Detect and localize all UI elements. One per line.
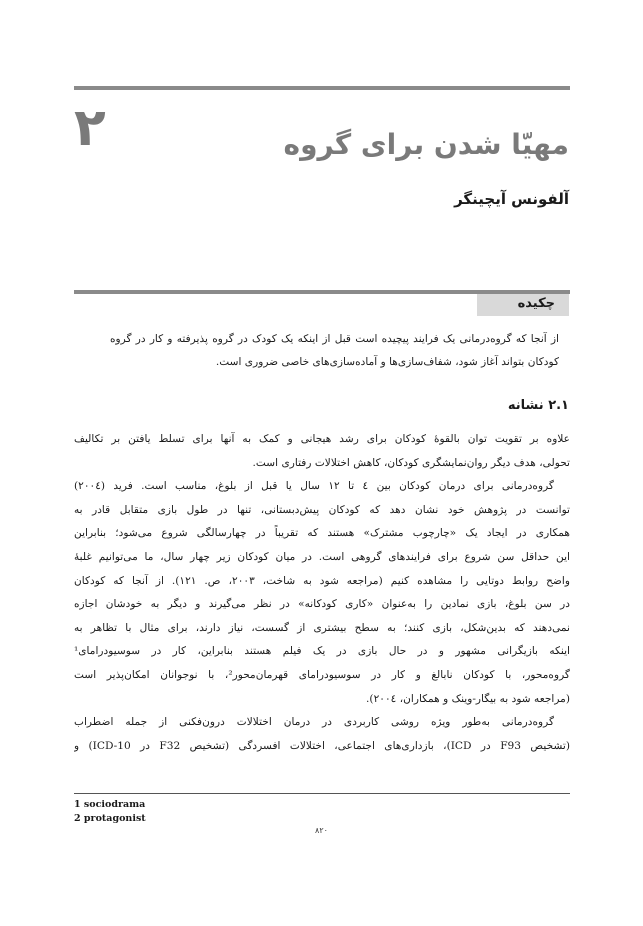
body-line: اینکه بازیگرانی مشهور و در حال بازی در یک فیلم هستند بنابراین، کار در سوسیودرامای¹ [74,645,570,658]
body-line: گروه‌محور، با کودکان نابالغ و کار در سوسیودرامای قهرمان‌محور²، با نوجوانان امکان‌پذیر است [74,668,570,681]
body-line: نمی‌دهند که بدین‌شکل، بازی کنند؛ به سطح بیشتری از گسست، نیاز دارند، برای مثال با تظاهر به [74,621,570,634]
chapter-author: آلفونس آیچینگر [454,190,569,208]
footnote-2: 2 protagonist [74,813,146,824]
section-title: ۲.۱ نشانه [507,398,569,413]
body-line: (تشخیص F93 در ICD)، بازداری‌های اجتماعی، اختلالات افسردگی (تشخیص F32 در ICD-10) و [74,739,570,752]
body-line: در سن بلوغ، بازی نمادین را به‌عنوان «کاری کودکانه» در نظر می‌گیرند و دیگر به خودشان اجازه [74,598,570,611]
footnote-rule [74,793,570,794]
body-line: این حداقل سن شروع برای فرایندهای گروهی است. در میان کودکان زیر چهار سال، ما می‌توانیم غلبهٔ [74,550,570,563]
body-line: واضح روابط دوتایی را مشاهده کنیم (مراجعه شود به شاخت، ٢٠٠٣، ص. ١٢١). از آنجا که کودکان [74,574,570,587]
abstract-label: چکیده [517,296,555,311]
body-line: علاوه بر تقویت توان بالقوهٔ کودکان برای رشد هیجانی و کمک به آنها برای تسلط یافتن بر تکالیف [74,433,570,445]
footnote-1: 1 sociodrama [74,799,146,810]
body-line: گروه‌درمانی برای درمان کودکان بین ٤ تا ١٢ سال یا قبل از بلوغ، مناسب است. فرید (٢٠٠٤) [74,480,554,493]
body-line: توانست در پژوهش خود نشان دهد که کودکان پیش‌دبستانی، تنها در طول بازی متقابل قادر به [74,503,570,516]
abstract-label-box [477,294,569,316]
body-line: همکاری در ایجاد یک «چارچوب مشترک» هستند که تقریباً در چهارسالگی شروع می‌شود؛ بنابراین [74,527,570,540]
top-rule [74,86,570,90]
body-text [74,428,570,758]
abstract-text: از آنجا که گروه‌درمانی یک فرایند پیچیده است قبل از اینکه یک کودک در گروه پذیرفته و کار در گروه کودکان بتواند آغاز شود، شفاف‌سازی‌ها و آماده‌سازی‌های خاصی ضروری است. [110,333,559,368]
body-line: گروه‌درمانی به‌طور ویژه روشی کاربردی در درمان اختلالات درون‌فکنی از جمله اضطراب [74,716,554,729]
chapter-number: ۲ [74,98,106,158]
body-line: تحولی، هدف دیگر روان‌نمایشگری کودکان، کاهش اختلالات رفتاری است. [252,456,570,469]
body-line: (مراجعه شود به بیگار-وینک و همکاران، ٢٠٠٤). [366,692,570,705]
chapter-title: مهیّا شدن برای گروه [283,128,569,161]
footnotes [74,798,146,826]
page-number: ۸۲۰ [315,826,328,835]
